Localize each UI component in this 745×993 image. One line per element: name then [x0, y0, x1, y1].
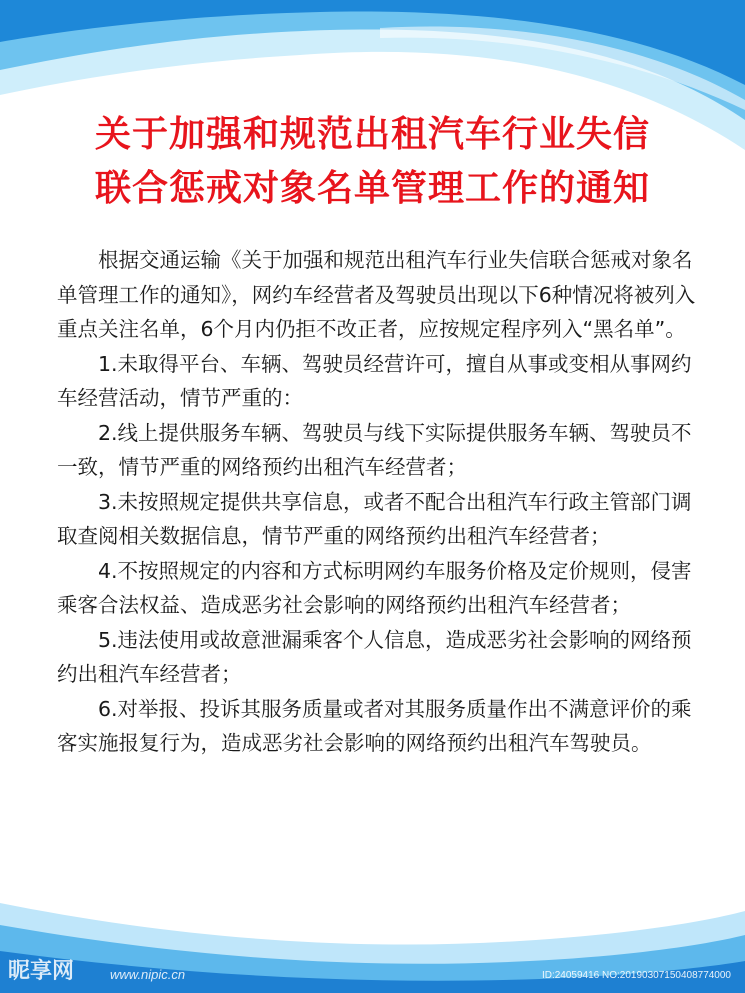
watermark-logo: 昵享网 — [8, 959, 75, 984]
item-6: 6.对举报、投诉其服务质量或者对其服务质量作出不满意评价的乘客实施报复行为，造成恶劣社会影响的网络预约出租汽车驾驶员。 — [57, 696, 692, 755]
notice-body — [57, 243, 707, 761]
title-line-1: 关于加强和规范出租汽车行业失信 — [94, 114, 650, 155]
notice-title — [0, 108, 745, 216]
item-5: 5.违法使用或故意泄漏乘客个人信息，造成恶劣社会影响的网络预约出租汽车经营者； — [57, 627, 692, 686]
item-3: 3.未按照规定提供共享信息，或者不配合出租汽车行政主管部门调取查阅相关数据信息，情节严重的网络预约出租汽车经营者； — [57, 489, 692, 548]
item-4: 4.不按照规定的内容和方式标明网约车服务价格及定价规则，侵害乘客合法权益、造成恶劣社会影响的网络预约出租汽车经营者； — [57, 558, 692, 617]
title-line-2: 联合惩戒对象名单管理工作的通知 — [94, 168, 650, 209]
watermark-id: ID:24059416 NO:20190307150408774000 — [541, 970, 731, 981]
watermark-url: www.nipic.cn — [110, 967, 186, 982]
item-1: 1.未取得平台、车辆、驾驶员经营许可，擅自从事或变相从事网约车经营活动，情节严重的： — [57, 351, 692, 410]
intro-paragraph: 根据交通运输《关于加强和规范出租汽车行业失信联合惩戒对象名单管理工作的通知》，网约车经营者及驾驶员出现以下6种情况将被列入重点关注名单，6个月内仍拒不改正者，应按规定程序列入“黑名单”。 — [57, 248, 696, 341]
item-2: 2.线上提供服务车辆、驾驶员与线下实际提供服务车辆、驾驶员不一致，情节严重的网络预约出租汽车经营者； — [57, 420, 692, 479]
